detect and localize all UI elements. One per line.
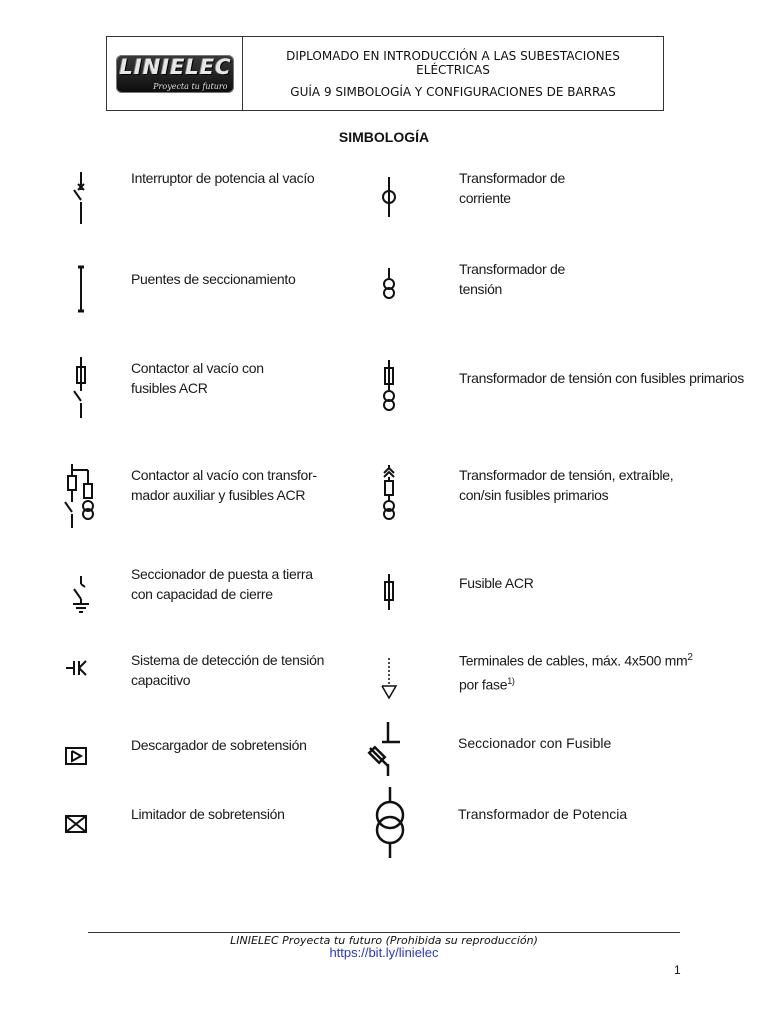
label-voltage-transformer (459, 259, 565, 299)
label-line: con capacidad de cierre (131, 586, 273, 602)
fused-disconnector-icon (362, 720, 408, 778)
label-acr-fuse: Fusible ACR (459, 575, 534, 591)
label-voltage-transformer-fuses: Transformador de tensión con fusibles primarios (459, 370, 744, 386)
superscript: 2 (687, 652, 693, 663)
label-earthing-switch (131, 564, 313, 604)
vacuum-circuit-breaker-icon (66, 170, 96, 226)
label-vacuum-contactor-fuses (131, 358, 264, 398)
label-capacitive-voltage-detection (131, 650, 324, 690)
surge-limiter-icon (64, 814, 90, 834)
label-vacuum-circuit-breaker: Interruptor de potencia al vacío (131, 170, 315, 186)
label-surge-arrester: Descargador de sobretensión (131, 737, 307, 753)
course-title-line1: DIPLOMADO EN INTRODUCCIÓN A LAS SUBESTACIONES (286, 48, 620, 63)
label-line (459, 671, 693, 695)
label-current-transformer (459, 168, 565, 208)
label-power-transformer: Transformador de Potencia (458, 806, 628, 822)
label-fused-disconnector: Seccionador con Fusible (458, 735, 612, 751)
label-vacuum-contactor-aux-transformer (131, 465, 317, 505)
linielec-logo (116, 55, 234, 93)
label-line: Contactor al vacío con transfor- (131, 467, 317, 483)
label-line: capacitivo (131, 672, 191, 688)
label-line: corriente (459, 190, 511, 206)
page-number: 1 (674, 963, 681, 977)
acr-fuse-icon (374, 572, 404, 612)
power-transformer-icon (370, 785, 410, 860)
label-line: Transformador de (459, 261, 565, 277)
vacuum-contactor-fuses-icon (66, 355, 96, 420)
label-line (459, 648, 693, 671)
current-transformer-icon (374, 175, 404, 219)
voltage-transformer-fuses-icon (374, 358, 404, 412)
label-disconnect-link: Puentes de seccionamiento (131, 271, 296, 287)
label-line: mador auxiliar y fusibles ACR (131, 487, 306, 503)
label-line: Transformador de tensión, extraíble, (459, 467, 674, 483)
label-text: Terminales de cables, máx. 4x500 mm (459, 652, 688, 669)
cable-terminal-icon (374, 656, 404, 702)
logo-cell (107, 37, 243, 110)
surge-arrester-icon (64, 746, 90, 766)
label-line: tensión (459, 281, 503, 297)
vacuum-contactor-aux-transformer-icon (62, 462, 102, 530)
label-line: Seccionador de puesta a tierra (131, 566, 313, 582)
voltage-transformer-icon (374, 266, 404, 300)
disconnect-link-icon (66, 264, 96, 314)
section-title: SIMBOLOGÍA (338, 129, 430, 145)
earthing-switch-icon (66, 574, 96, 614)
withdrawable-voltage-transformer-icon (374, 463, 404, 521)
label-surge-limiter: Limitador de sobretensión (131, 806, 285, 822)
footer-divider (88, 932, 680, 933)
footer-link[interactable]: https://bit.ly/linielec (329, 945, 439, 960)
header-title-cell (243, 37, 663, 110)
label-withdrawable-voltage-transformer (459, 465, 673, 505)
document-header (106, 36, 664, 111)
footer-text: LINIELEC Proyecta tu futuro (Prohibida su reproducción) (230, 934, 538, 947)
label-text: por fase (459, 676, 508, 693)
label-line: con/sin fusibles primarios (459, 487, 609, 503)
capacitive-voltage-detection-icon (64, 658, 96, 678)
course-title-line2: ELÉCTRICAS (416, 62, 490, 77)
guide-subtitle: GUÍA 9 SIMBOLOGÍA Y CONFIGURACIONES DE BARRAS (290, 84, 616, 99)
label-line: Contactor al vacío con (131, 360, 264, 376)
label-line: fusibles ACR (131, 380, 208, 396)
logo-text: LINIELEC (119, 54, 232, 79)
label-cable-terminal (459, 648, 693, 694)
logo-tagline: Proyecta tu futuro (153, 81, 228, 91)
footnote-marker: 1) (507, 675, 515, 686)
label-line: Sistema de detección de tensión (131, 652, 325, 668)
label-line: Transformador de (459, 170, 565, 186)
